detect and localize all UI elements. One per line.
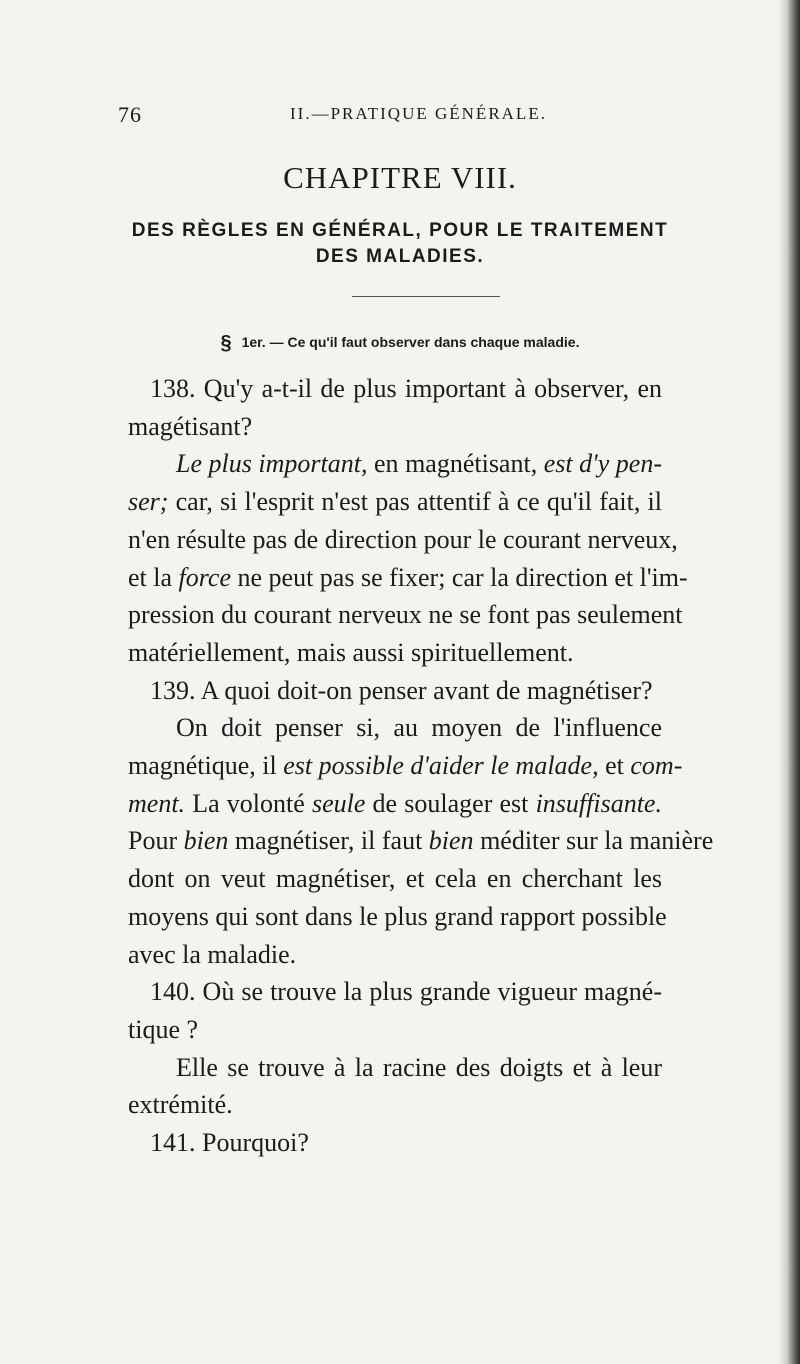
section-number: 1er. — [241, 334, 266, 350]
text-line — [128, 559, 688, 597]
text-span: et — [598, 751, 631, 780]
text-line: pression du courant nerveux ne se font pas seulement — [128, 600, 683, 630]
section-heading — [0, 332, 800, 355]
text-line — [128, 785, 662, 823]
text-span: magnétique, il — [128, 751, 284, 780]
page-edge-shadow — [778, 0, 800, 1364]
text-line: avec la maladie. — [128, 939, 297, 969]
italic-text: ser; — [128, 487, 169, 517]
text-span: en magnétisant, — [367, 449, 544, 479]
text-span: magnétiser, il faut — [228, 826, 429, 856]
italic-text: com- — [630, 751, 683, 780]
text-span: de soulager est — [365, 788, 536, 818]
text-line: n'en résulte pas de direction pour le courant nerveux, — [128, 524, 678, 554]
separator-rule — [352, 296, 500, 297]
text-line: Elle se trouve à la racine des doigts et à leur — [176, 1052, 662, 1082]
text-line: 138. Qu'y a-t-il de plus important à observer, en — [150, 374, 662, 403]
text-line — [128, 483, 662, 521]
italic-text: bien — [428, 826, 474, 856]
text-line: moyens qui sont dans le plus grand rapport possible — [128, 901, 667, 931]
text-line: dont on veut magnétiser, et cela en cherchant les — [128, 864, 662, 894]
chapter-subtitle — [0, 218, 800, 270]
text-line: tique ? — [128, 1014, 199, 1044]
section-heading-text: — Ce qu'il faut observer dans chaque maladie. — [269, 334, 580, 350]
text-span: car, si l'esprit n'est pas attentif à ce qu'il fait, il — [168, 487, 662, 517]
running-title: II.—PRATIQUE GÉNÉRALE. — [290, 104, 547, 123]
text-line: 140. Où se trouve la plus grande vigueur magné- — [150, 977, 662, 1007]
text-span: Pour — [128, 826, 184, 856]
italic-text: bien — [183, 826, 229, 856]
italic-text: seule — [311, 788, 366, 818]
text-line: 139. A quoi doit-on penser avant de magnétiser? — [150, 675, 653, 705]
italic-text: Le plus important, — [176, 449, 368, 479]
italic-text: insuffisante. — [535, 788, 662, 818]
page-number: 76 — [118, 102, 142, 127]
text-line: magétisant? — [128, 411, 253, 441]
text-line — [176, 445, 662, 483]
italic-text: est d'y pen- — [543, 449, 662, 479]
text-span: et la — [128, 562, 179, 592]
chapter-subtitle-line-2: DES MALADIES. — [315, 246, 485, 267]
section-symbol: § — [220, 332, 232, 354]
text-line: On doit penser si, au moyen de l'influence — [176, 713, 662, 743]
text-line: 141. Pourquoi? — [150, 1128, 309, 1157]
italic-text: force — [178, 562, 231, 592]
text-line — [128, 822, 714, 860]
text-line: extrémité. — [128, 1090, 233, 1120]
text-line — [128, 747, 683, 785]
text-span: méditer sur la manière — [473, 826, 714, 856]
text-span: ne peut pas se fixer; car la direction et l'im- — [231, 562, 688, 592]
italic-text: est possible d'aider le malade, — [283, 751, 599, 780]
italic-text: ment. — [128, 788, 186, 818]
running-header — [118, 102, 678, 132]
text-line: matériellement, mais aussi spirituellement. — [128, 637, 574, 667]
chapter-subtitle-line-1: DES RÈGLES EN GÉNÉRAL, POUR LE TRAITEMENT — [131, 220, 669, 241]
chapter-title: CHAPITRE VIII. — [283, 160, 517, 195]
text-span: La volonté — [185, 788, 312, 818]
